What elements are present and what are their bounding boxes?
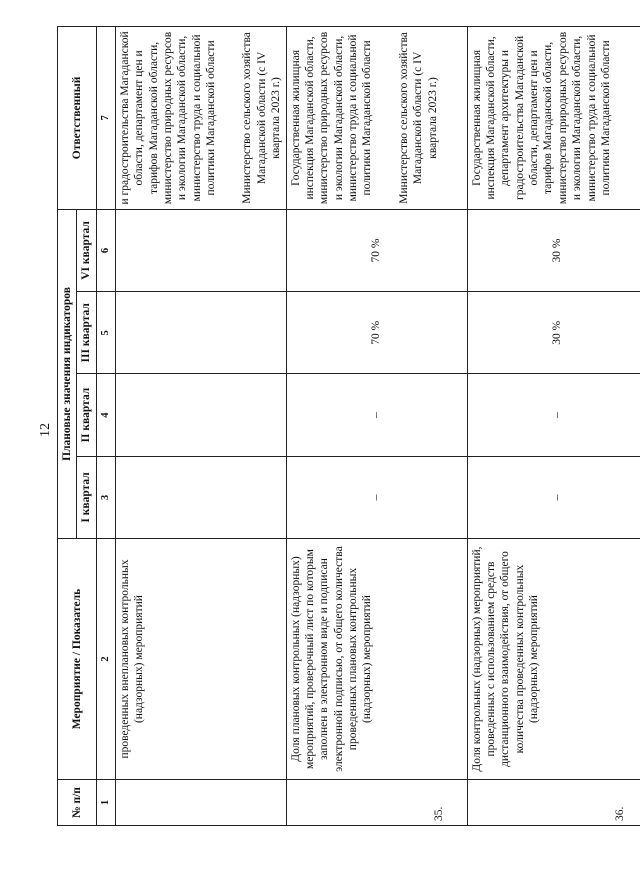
plan-value-q3: 30 % — [467, 292, 640, 374]
column-number: 2 — [96, 539, 115, 780]
plan-value-q1 — [115, 456, 286, 538]
plan-value-q1: – — [467, 456, 640, 538]
plan-value-q3: 70 % — [286, 292, 467, 374]
responsible-text: Министерство сельского хозяйства Магаданской области (с IV квартала 2023 г.) — [241, 32, 283, 204]
spacer — [218, 31, 240, 205]
column-number: 5 — [96, 292, 115, 374]
header-num: № п/п — [58, 780, 97, 826]
column-number: 7 — [96, 27, 115, 210]
plan-value-q4: 70 % — [286, 209, 467, 291]
row-number — [115, 780, 286, 826]
column-number: 6 — [96, 209, 115, 291]
spacer — [375, 31, 397, 205]
table-row — [286, 27, 467, 826]
responsible-text: Государственная жилищная инспекция Магаданской области, департамент архитектуры и градостроительства Магаданской области, департамент цен и тарифов Магаданской области, министерство природных ресурсов и экологии Магаданской области, министерство труда и социальной политики Магаданской области — [470, 31, 612, 205]
column-number: 1 — [96, 780, 115, 826]
plan-value-q2: – — [286, 374, 467, 456]
header-q3: III квартал — [77, 292, 96, 374]
plan-value-q3 — [115, 292, 286, 374]
rotated-table-wrapper — [57, 26, 627, 826]
plan-value-q4: 30 % — [467, 209, 640, 291]
page-number: 12 — [38, 423, 53, 437]
column-number: 4 — [96, 374, 115, 456]
indicators-table — [57, 26, 640, 826]
row-number: 36. — [467, 780, 640, 826]
plan-value-q2 — [115, 374, 286, 456]
table-row — [467, 27, 640, 826]
plan-value-q1: – — [286, 456, 467, 538]
plan-value-q4 — [115, 209, 286, 291]
responsible-cell — [467, 27, 640, 210]
indicator-text: Доля плановых контрольных (надзорных) мероприятий, проверочный лист по которым заполнен в электронном виде и подписан электронной подписью, от общего количества проведенных плановых контрольных (надзорных) мероприятий — [286, 539, 467, 780]
table-row — [115, 27, 286, 826]
responsible-cell — [115, 27, 286, 210]
responsible-text: Государственная жилищная инспекция Магаданской области, министерство природных ресурсов и экологии Магаданской области, министерство труда и социальной политики Магаданской области — [289, 31, 374, 205]
column-number: 3 — [96, 456, 115, 538]
indicator-text: Доля контрольных (надзорных) мероприятий, проведенных с использованием средств дистанционного взаимодействия, от общего количества проведенных контрольных (надзорных) мероприятий — [467, 539, 640, 780]
header-q4: VI квартал — [77, 209, 96, 291]
header-q1: I квартал — [77, 456, 96, 538]
responsible-text: Министерство сельского хозяйства Магаданской области (с IV квартала 2023 г.) — [397, 32, 439, 204]
row-number: 35. — [286, 780, 467, 826]
indicator-text: проведенных внеплановых контрольных (надзорных) мероприятий — [115, 539, 286, 780]
responsible-text: и градостроительства Магаданской области, департамент цен и тарифов Магаданской области, министерство природных ресурсов и экологии Магаданской области, министерство труда и социальной политики Магаданской области — [118, 31, 217, 205]
header-q2: II квартал — [77, 374, 96, 456]
responsible-cell — [286, 27, 467, 210]
header-responsible: Ответственный — [58, 27, 97, 210]
header-plan-group: Плановые значения индикаторов — [58, 209, 77, 538]
plan-value-q2: – — [467, 374, 640, 456]
header-event: Мероприятие / Показатель — [58, 539, 97, 780]
